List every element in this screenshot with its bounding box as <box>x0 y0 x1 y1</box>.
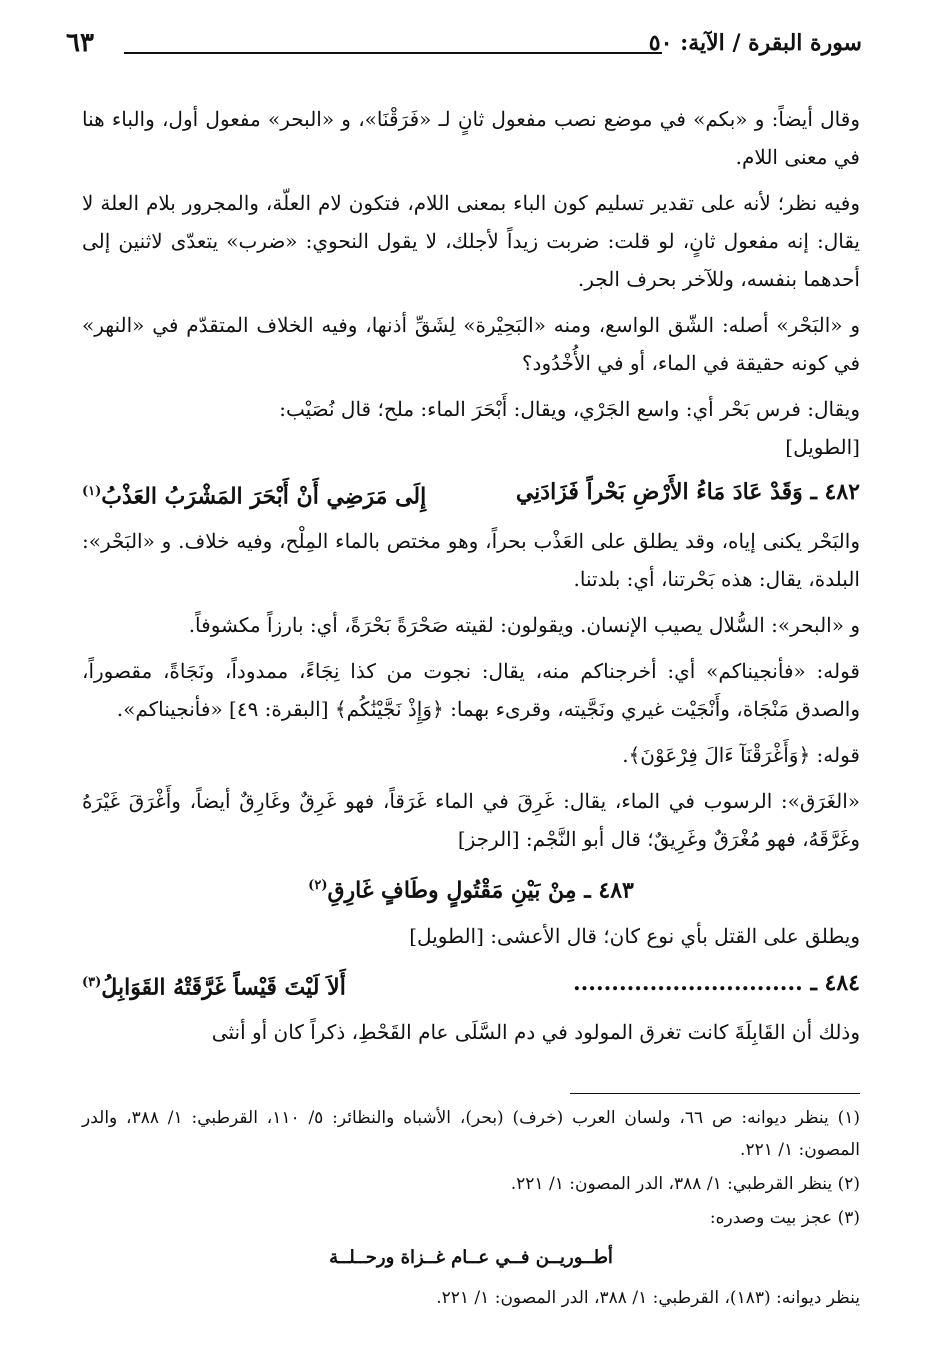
footnote-verse: أطــوريــن فــي عــام غــزاة ورحــلــة <box>329 1247 613 1268</box>
paragraph: قوله: ﴿وَأَغْرَقْنَآ ءَالَ فِرْعَوْنَ﴾. <box>622 743 860 768</box>
verse-484 <box>82 963 860 1007</box>
verse-number: ٤٨٢ ـ <box>810 479 860 505</box>
main-text <box>82 100 860 1059</box>
footnote-1: (١) ينظر ديوانه: ص ٦٦، ولسان العرب (خرف) (بحر)، الأشباه والنظائر: ٥/ ١١٠، القرطبي: ١/ ٣٨٨، والدر المصون: ١/ ٢٢١. <box>82 1108 860 1160</box>
footnote-mark: (١) <box>82 484 102 499</box>
verse-hemistich-2: إِلَى مَرَضِي أَنْ أَبْحَرَ المَشْرَبُ العَذْبُ$^{(١)}$ <box>82 483 427 510</box>
header-rule <box>124 52 662 54</box>
paragraph: ويطلق على القتل بأي نوع كان؛ قال الأعشى: [الطويل] <box>409 923 860 948</box>
verse-number: ٤٨٤ ـ <box>810 969 860 996</box>
ellipsis-dots: .............................. <box>572 969 803 996</box>
paragraph: و «البَحْر» أصله: الشّق الواسع، ومنه «البَحِيْرة» لِشَقِّ أذنها، وفيه الخلاف المتقدّم في «النهر» في كونه حقيقة في الماء، أو في الأُخْدُود؟ <box>82 313 860 375</box>
paragraph: ويقال: فرس بَحْر أي: واسع الجَرْي، ويقال: أَبْحَرَ الماء: ملح؛ قال نُصَيْب: <box>279 397 860 421</box>
footnote-3: (٣) عجز بيت وصدره: <box>709 1208 860 1228</box>
verse-483: ٤٨٣ ـ مِنْ بَيْنِ مَقْتُولٍ وطَافٍ غَارِقِ$^{(٢)}$ <box>308 877 634 904</box>
footnote-separator <box>570 1093 860 1094</box>
paragraph: وذلك أن القَابِلَةَ كانت تغرق المولود في دم السَّلَى عام القَحْطِ، ذكراً كان أو أنثى <box>211 1019 860 1044</box>
footnote-reference: ينظر ديوانه: (١٨٣)، القرطبي: ١/ ٣٨٨، الدر المصون: ١/ ٢٢١. <box>436 1288 860 1308</box>
verse-number: ٤٨٣ ـ <box>584 877 634 904</box>
paragraph: وفيه نظر؛ لأنه على تقدير تسليم كون الباء بمعنى اللام، فتكون لام العلّة، والمجرور بلام العلة لا يقال: إنه مفعول ثانٍ، لو قلت: ضربت زيداً لأجلك، لا يقول النحوي: «ضرب» يتعدّى لاثنين إلى أحدهما بنفسه، وللآخر بحرف الجر. <box>82 191 860 291</box>
paragraph: قوله: «فأنجيناكم» أي: أخرجناكم منه، يقال: نجوت من كذا نِجَاءً، ممدوداً، ونَجَاةً، مقصوراً، والصدق مَنْجَاة، وأَنْجَيْت غيري ونَجَّيته، وقرىء بهما: ﴿وَإِذْ نَجَّيْنَٰكُم﴾ [البقرة: ٤٩] «فأنجيناكم». <box>82 659 860 722</box>
verse-hemistich-1 <box>573 963 860 1007</box>
paragraph: وقال أيضاً: و «بكم» في موضع نصب مفعول ثانٍ لـ «فَرَقْنَا»، و «البحر» مفعول أول، والباء هنا في معنى اللام. <box>82 107 860 169</box>
running-title: سورة البقرة / الآية: ٥٠ <box>648 30 862 56</box>
footnotes <box>82 1102 860 1316</box>
paragraph: «الغَرَق»: الرسوب في الماء، يقال: غَرِقَ في الماء غَرَقاً، فهو غَرِقٌ وغَارِقٌ أيضاً، وأَغْرَقَ غَيْرَهُ وغَرَّقَهُ، فهو مُغْرَقٌ وغَرِيقٌ؛ قال أبو النَّجْم: [الرجز] <box>82 789 860 852</box>
footnote-mark: (٣) <box>82 974 102 990</box>
footnote-mark: (٢) <box>308 878 328 894</box>
paragraph: و «البحر»: السُّلال يصيب الإنسان. ويقولون: لقيته صَحْرَةً بَحْرَةً، أي: بارزاً مكشوفاً. <box>188 613 860 638</box>
meter-label: [الطويل] <box>785 435 860 459</box>
page-number: ٦٣ <box>66 28 94 58</box>
verse-482 <box>82 472 860 516</box>
footnote-2: (٢) ينظر القرطبي: ١/ ٣٨٨، الدر المصون: ١/ ٢٢١. <box>510 1174 860 1194</box>
verse-hemistich-2: أَلاَ لَيْتَ قَيْساً غَرَّقَتْهُ القَوَابِلُ$^{(٣)}$ <box>82 973 346 1000</box>
verse-hemistich-1: ٤٨٢ ـ وَقَدْ عَادَ مَاءُ الأَرْضِ بَحْراً فَزَادَنِي <box>515 479 860 505</box>
paragraph: والبَحْر يكنى إياه، وقد يطلق على العَذْب بحراً، وهو مختص بالماء المِلْح، وفيه خلاف. و «البَحْر»: البلدة، يقال: هذه بَحْرتنا، أي: بلدتنا. <box>82 529 860 592</box>
page-header <box>58 26 862 66</box>
